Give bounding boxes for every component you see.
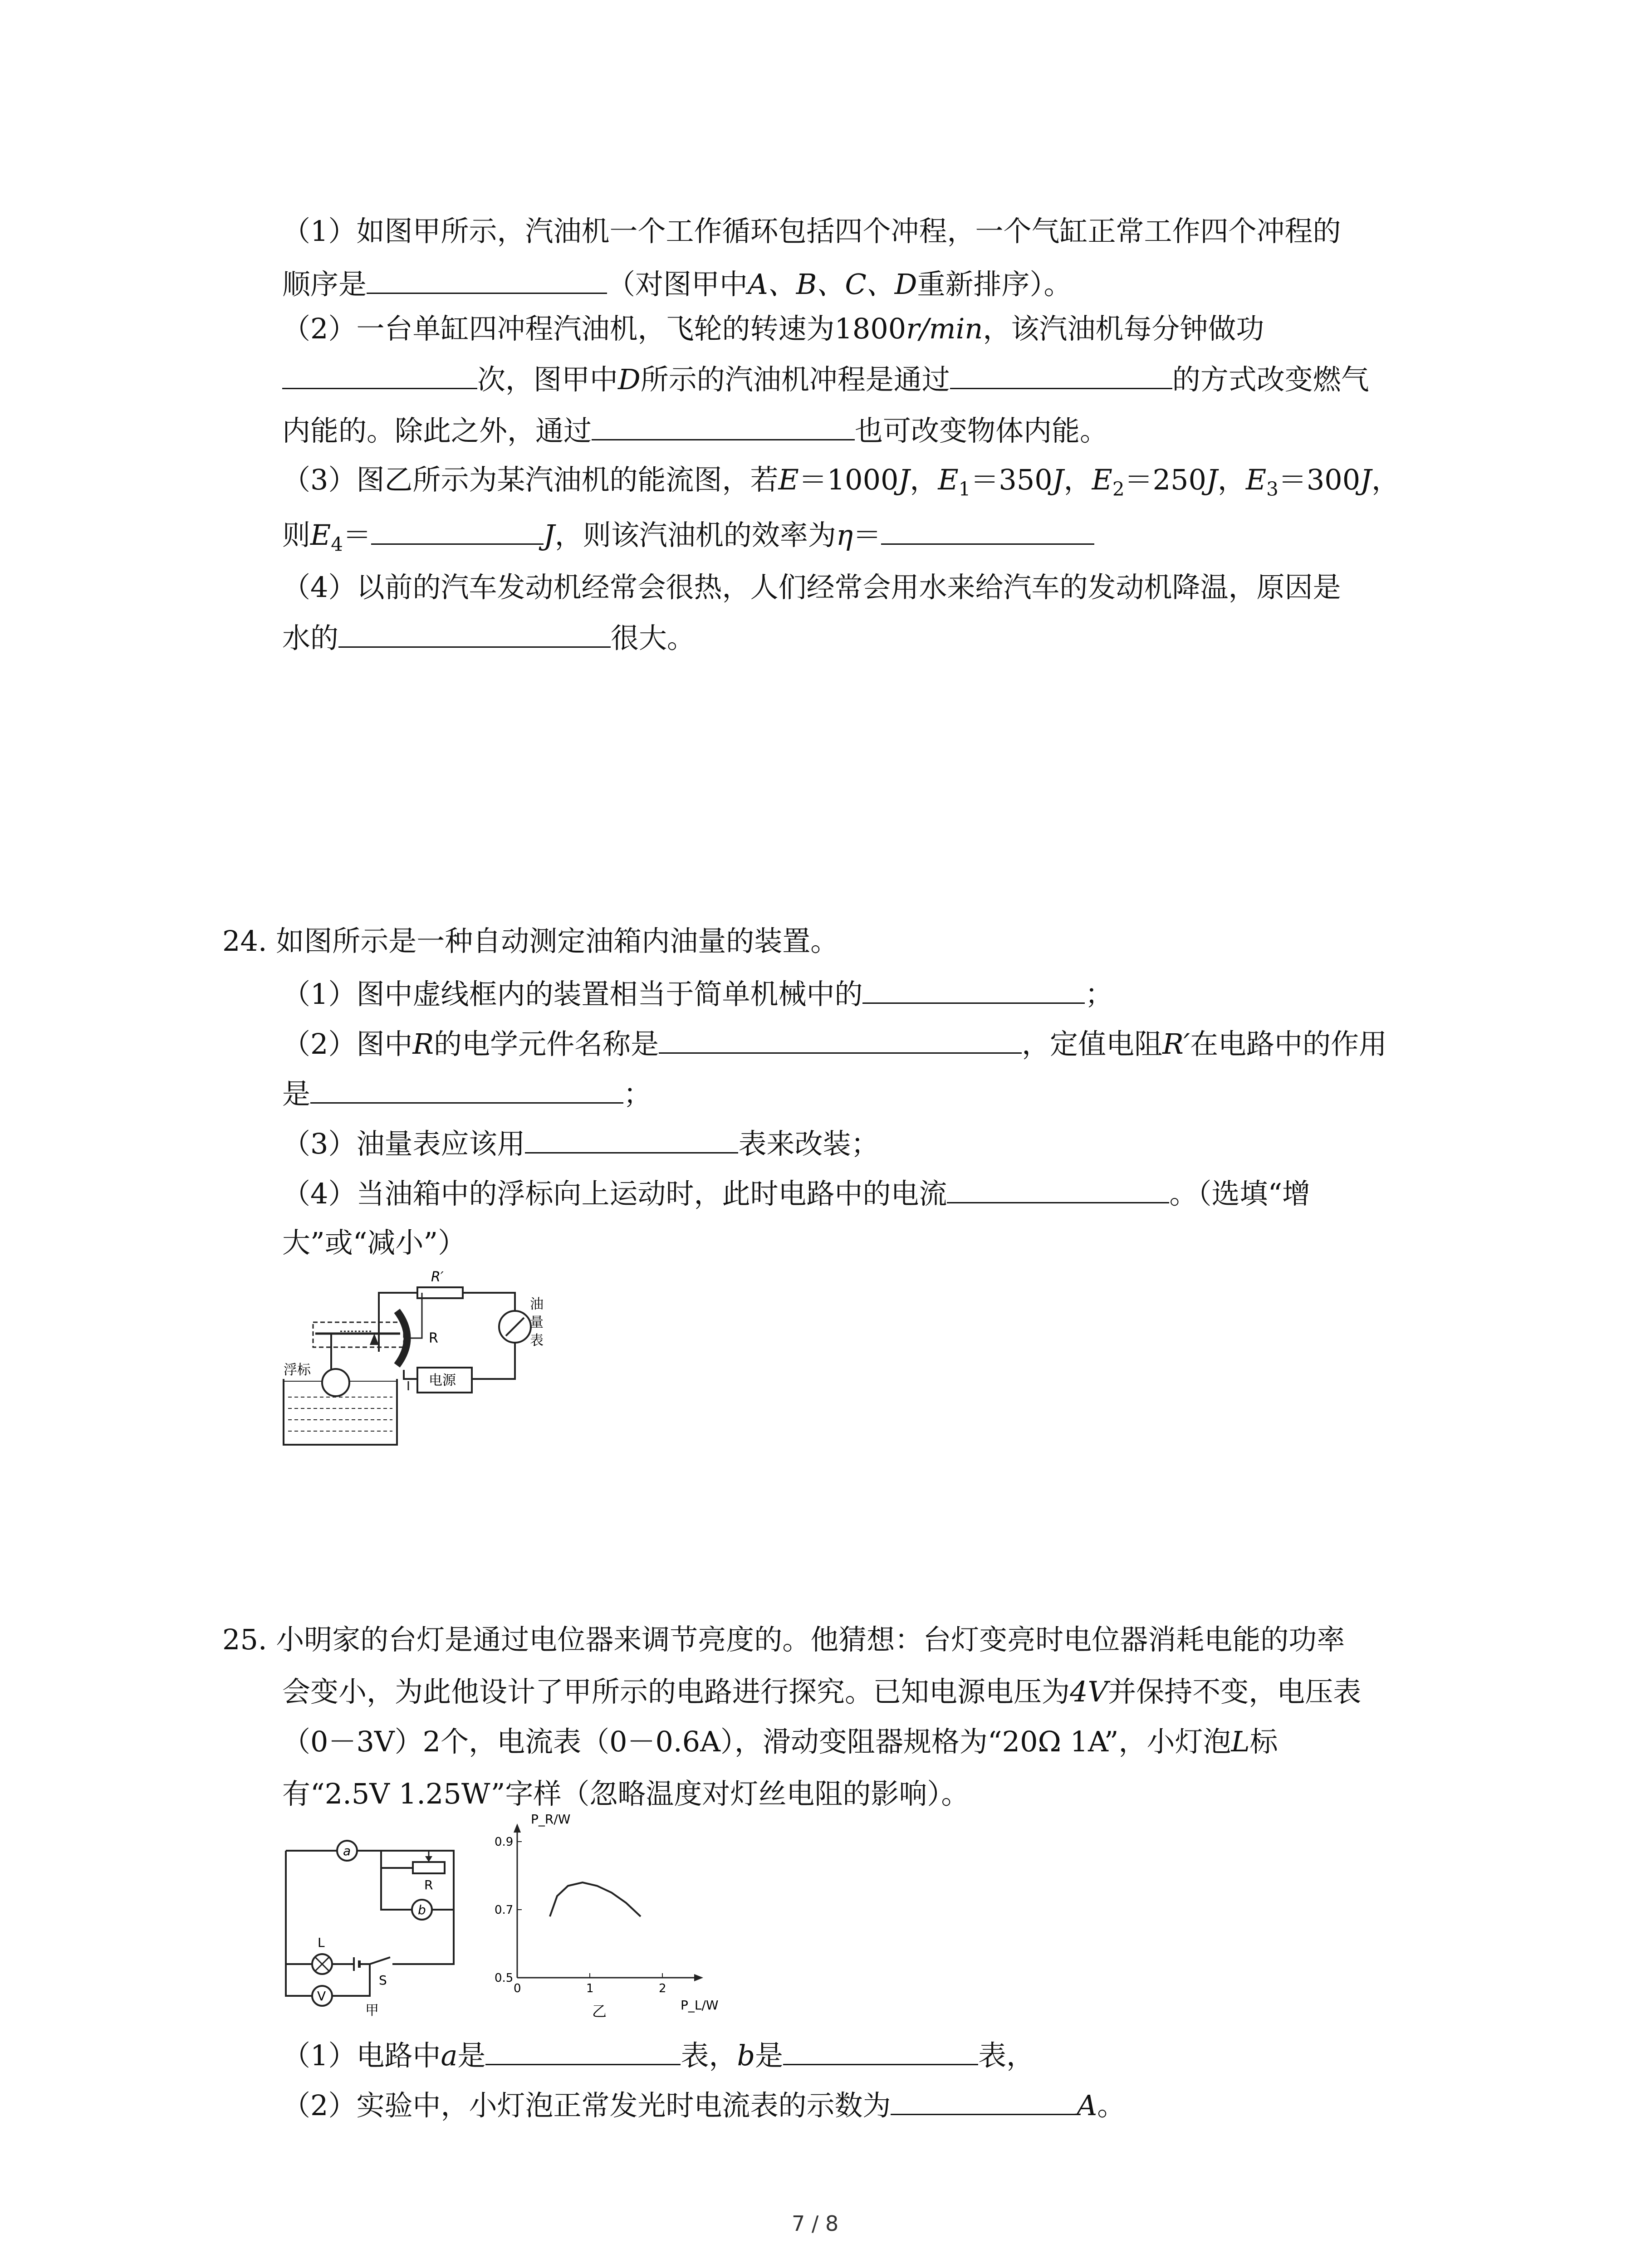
answer-blank-q23-3b[interactable] [881, 516, 1094, 545]
answer-blank-q24-2b[interactable] [310, 1075, 623, 1104]
label-l: L [318, 1935, 325, 1950]
label-jia: 甲 [365, 2003, 379, 2019]
y-tick-label: 0.5 [495, 1971, 514, 1985]
answer-blank-q25-1a[interactable] [485, 2037, 681, 2065]
answer-blank-q23-3a[interactable] [371, 516, 544, 545]
gauge-label-2: 量 [530, 1315, 544, 1330]
x-axis-arrow [694, 1974, 703, 1981]
q25-stem-line2: 会变小，为此他设计了甲所示的电路进行探究。已知电源电压为4V并保持不变，电压表 [282, 1675, 1362, 1708]
q23-part2-line2: 次，图甲中D所示的汽油机冲程是通过 的方式改变燃气 [282, 361, 1369, 398]
q24-part1: （1）图中虚线框内的装置相当于简单机械中的 ； [282, 975, 1113, 1012]
label-v: V [317, 1989, 326, 2004]
float [322, 1369, 349, 1396]
q23-part1-line2: 顺序是 （对图甲中A、B、C、D重新排序）。 [282, 265, 1072, 303]
circuit-figure [277, 1828, 476, 2019]
label-b: b [418, 1902, 426, 1917]
answer-blank-q25-2[interactable] [891, 2087, 1077, 2115]
q24-part2-line1: （2）图中R的电学元件名称是 ，定值电阻R′在电路中的作用 [282, 1025, 1387, 1062]
answer-blank-q23-1[interactable] [367, 265, 607, 294]
oil-gauge-figure [281, 1266, 572, 1456]
answer-blank-q23-2b[interactable] [950, 361, 1172, 389]
page-number: 7 / 8 [792, 2211, 839, 2236]
q23-part4-line1: （4）以前的汽车发动机经常会很热，人们经常会用水来给汽车的发动机降温，原因是 [282, 571, 1341, 604]
y-tick-label: 0.9 [495, 1835, 514, 1849]
q23-part3-line1: （3）图乙所示为某汽油机的能流图，若E＝1000J，$E_1=350J$，$E_2=250J$，$E_3=300J$， [282, 463, 1400, 500]
label-s: S [379, 1973, 387, 1988]
answer-blank-q23-2c[interactable] [592, 412, 855, 440]
label-r: R [429, 1330, 438, 1346]
gauge-label-1: 油 [530, 1296, 544, 1312]
q25-part1: （1）电路中a是 表，b是 表， [282, 2037, 1034, 2074]
answer-blank-q25-1b[interactable] [783, 2037, 978, 2065]
label-a: a [343, 1843, 351, 1858]
label-rprime: R′ [431, 1269, 444, 1285]
answer-blank-q23-2a[interactable] [282, 361, 477, 389]
answer-blank-q24-2a[interactable] [659, 1025, 1022, 1054]
q23-part3-line2: 则$E_4= J$，则该汽油机的效率为η＝ [282, 516, 1094, 562]
q24-part2-line2: 是 ； [282, 1075, 652, 1112]
q23-part4-line2: 水的 很大。 [282, 619, 695, 656]
q25-stem-line3: （0－3V）2个，电流表（0－0.6A），滑动变阻器规格为“20Ω 1A”，小灯泡L标 [282, 1725, 1278, 1758]
pr-vs-pl-curve [550, 1882, 641, 1916]
q24-part4-line2: 大”或“减小”） [282, 1226, 466, 1259]
answer-blank-q24-3[interactable] [525, 1125, 738, 1154]
x-tick-label: 2 [659, 1982, 666, 1995]
y-axis-label: P_R/W [531, 1812, 571, 1827]
label-r: R [424, 1877, 433, 1892]
q23-part2-line3: 内能的。除此之外，通过 也可改变物体内能。 [282, 412, 1108, 449]
x-axis-label: P_L/W [681, 1998, 719, 2013]
q25-stem-line4: 有“2.5V 1.25W”字样（忽略温度对灯丝电阻的影响）。 [282, 1777, 970, 1810]
x-tick-label: 0 [514, 1982, 521, 1995]
x-tick-label: 1 [586, 1982, 594, 1995]
q24-part4-line1: （4）当油箱中的浮标向上运动时，此时电路中的电流 。（选填“增 [282, 1175, 1310, 1212]
q24-stem: 24. 如图所示是一种自动测定油箱内油量的装置。 [222, 924, 839, 958]
power-graph [485, 1810, 740, 2023]
rheostat [413, 1862, 445, 1873]
gauge-label-3: 表 [530, 1333, 544, 1349]
q25-stem-line1: 25. 小明家的台灯是通过电位器来调节亮度的。他猜想：台灯变亮时电位器消耗电能的功率 [222, 1623, 1345, 1656]
label-float: 浮标 [284, 1362, 311, 1378]
answer-blank-q24-4[interactable] [947, 1175, 1169, 1203]
q23-part1-line1: （1）如图甲所示，汽油机一个工作循环包括四个冲程，一个气缸正常工作四个冲程的 [282, 215, 1341, 248]
answer-blank-q23-4[interactable] [338, 619, 611, 648]
q23-part2-line1: （2）一台单缸四冲程汽油机，飞轮的转速为1800r/min，该汽油机每分钟做功 [282, 312, 1264, 345]
switch [370, 1957, 390, 1964]
fixed-resistor [417, 1287, 463, 1298]
q25-part2: （2）实验中，小灯泡正常发光时电流表的示数为 A。 [282, 2087, 1125, 2124]
q24-part3: （3）油量表应该用 表来改装； [282, 1125, 879, 1162]
y-tick-label: 0.7 [495, 1903, 514, 1917]
answer-blank-q24-1[interactable] [862, 975, 1085, 1004]
chart-caption: 乙 [592, 2003, 607, 2020]
y-axis-arrow [514, 1823, 521, 1833]
label-power: 电源 [429, 1373, 456, 1388]
